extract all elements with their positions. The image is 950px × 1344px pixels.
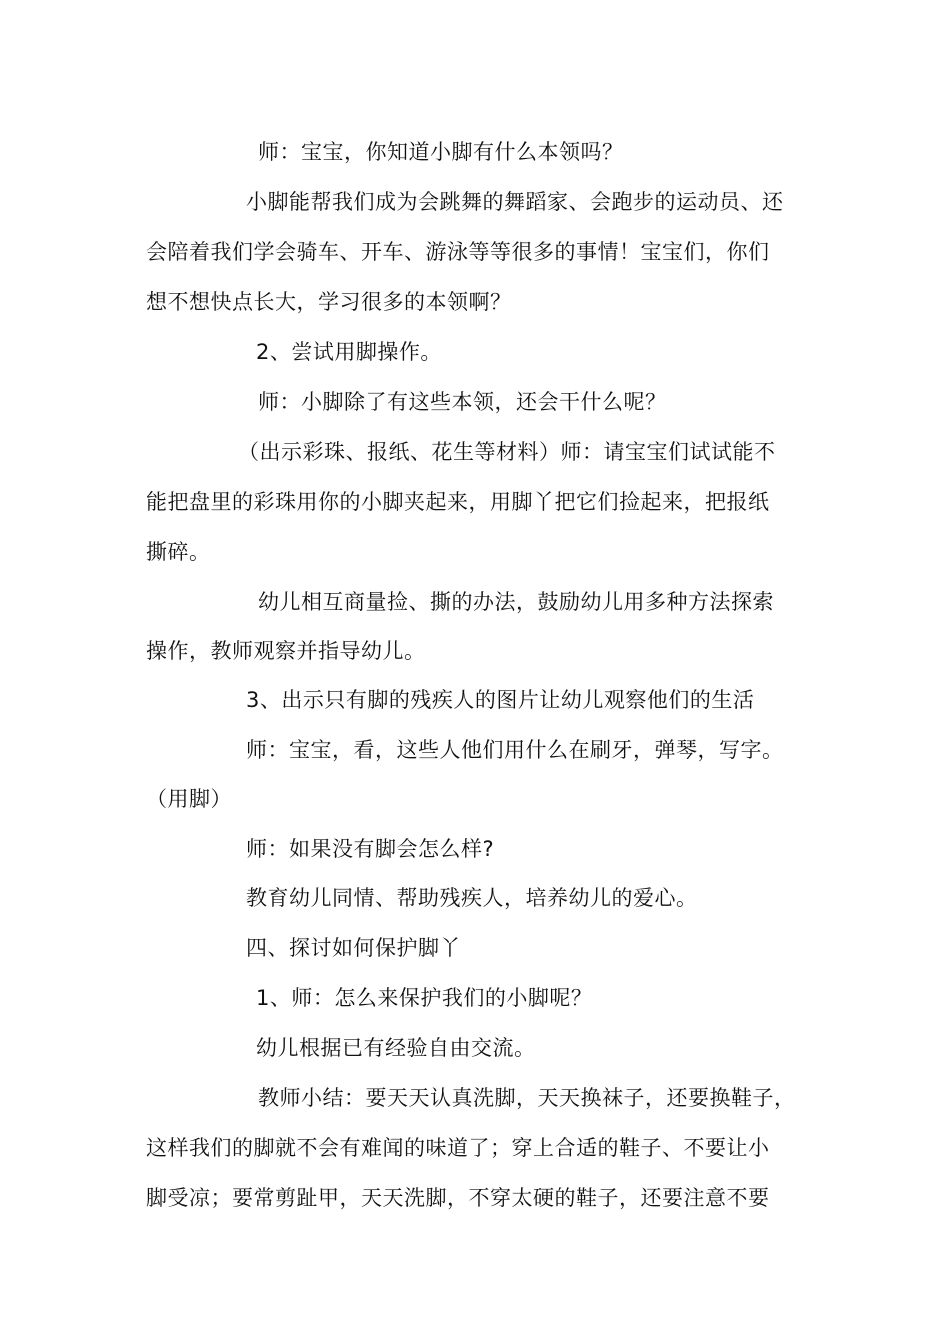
section-heading: 1、师：怎么来保护我们的小脚呢？: [256, 986, 593, 1010]
paragraph-line: 师：宝宝，看，这些人他们用什么在刷牙，弹琴，写字。: [246, 738, 784, 762]
paragraph-line: 教育幼儿同情、帮助残疾人，培养幼儿的爱心。: [246, 886, 698, 910]
paragraph-line: （用脚）: [146, 787, 232, 811]
paragraph-line: 幼儿根据已有经验自由交流。: [256, 1036, 536, 1060]
paragraph-line: （出示彩珠、报纸、花生等材料）师：请宝宝们试试能不: [238, 440, 776, 464]
paragraph-line: 这样我们的脚就不会有难闻的味道了；穿上合适的鞋子、不要让小: [146, 1136, 770, 1160]
section-heading: 四、探讨如何保护脚丫: [246, 936, 461, 960]
paragraph-line: 师：宝宝，你知道小脚有什么本领吗？: [258, 140, 624, 164]
paragraph-line: 幼儿相互商量捡、撕的办法，鼓励幼儿用多种方法探索: [258, 590, 774, 614]
paragraph-line: 小脚能帮我们成为会跳舞的舞蹈家、会跑步的运动员、还: [246, 190, 784, 214]
paragraph-line: 会陪着我们学会骑车、开车、游泳等等很多的事情！宝宝们，你们: [146, 240, 770, 264]
paragraph-line: 师：如果没有脚会怎么样?: [246, 837, 495, 861]
section-heading: 3、出示只有脚的残疾人的图片让幼儿观察他们的生活: [246, 688, 755, 712]
paragraph-line: 能把盘里的彩珠用你的小脚夹起来，用脚丫把它们捡起来，把报纸: [146, 490, 770, 514]
paragraph-line: 撕碎。: [146, 540, 211, 564]
paragraph-line: 脚受凉；要常剪趾甲，天天洗脚，不穿太硬的鞋子，还要注意不要: [146, 1186, 770, 1210]
paragraph-line: 操作，教师观察并指导幼儿。: [146, 639, 426, 663]
paragraph-line: 想不想快点长大，学习很多的本领啊？: [146, 290, 512, 314]
paragraph-line: 教师小结：要天天认真洗脚，天天换袜子，还要换鞋子，: [258, 1086, 796, 1110]
section-heading: 2、尝试用脚操作。: [256, 340, 442, 364]
paragraph-line: 师：小脚除了有这些本领，还会干什么呢？: [258, 390, 667, 414]
